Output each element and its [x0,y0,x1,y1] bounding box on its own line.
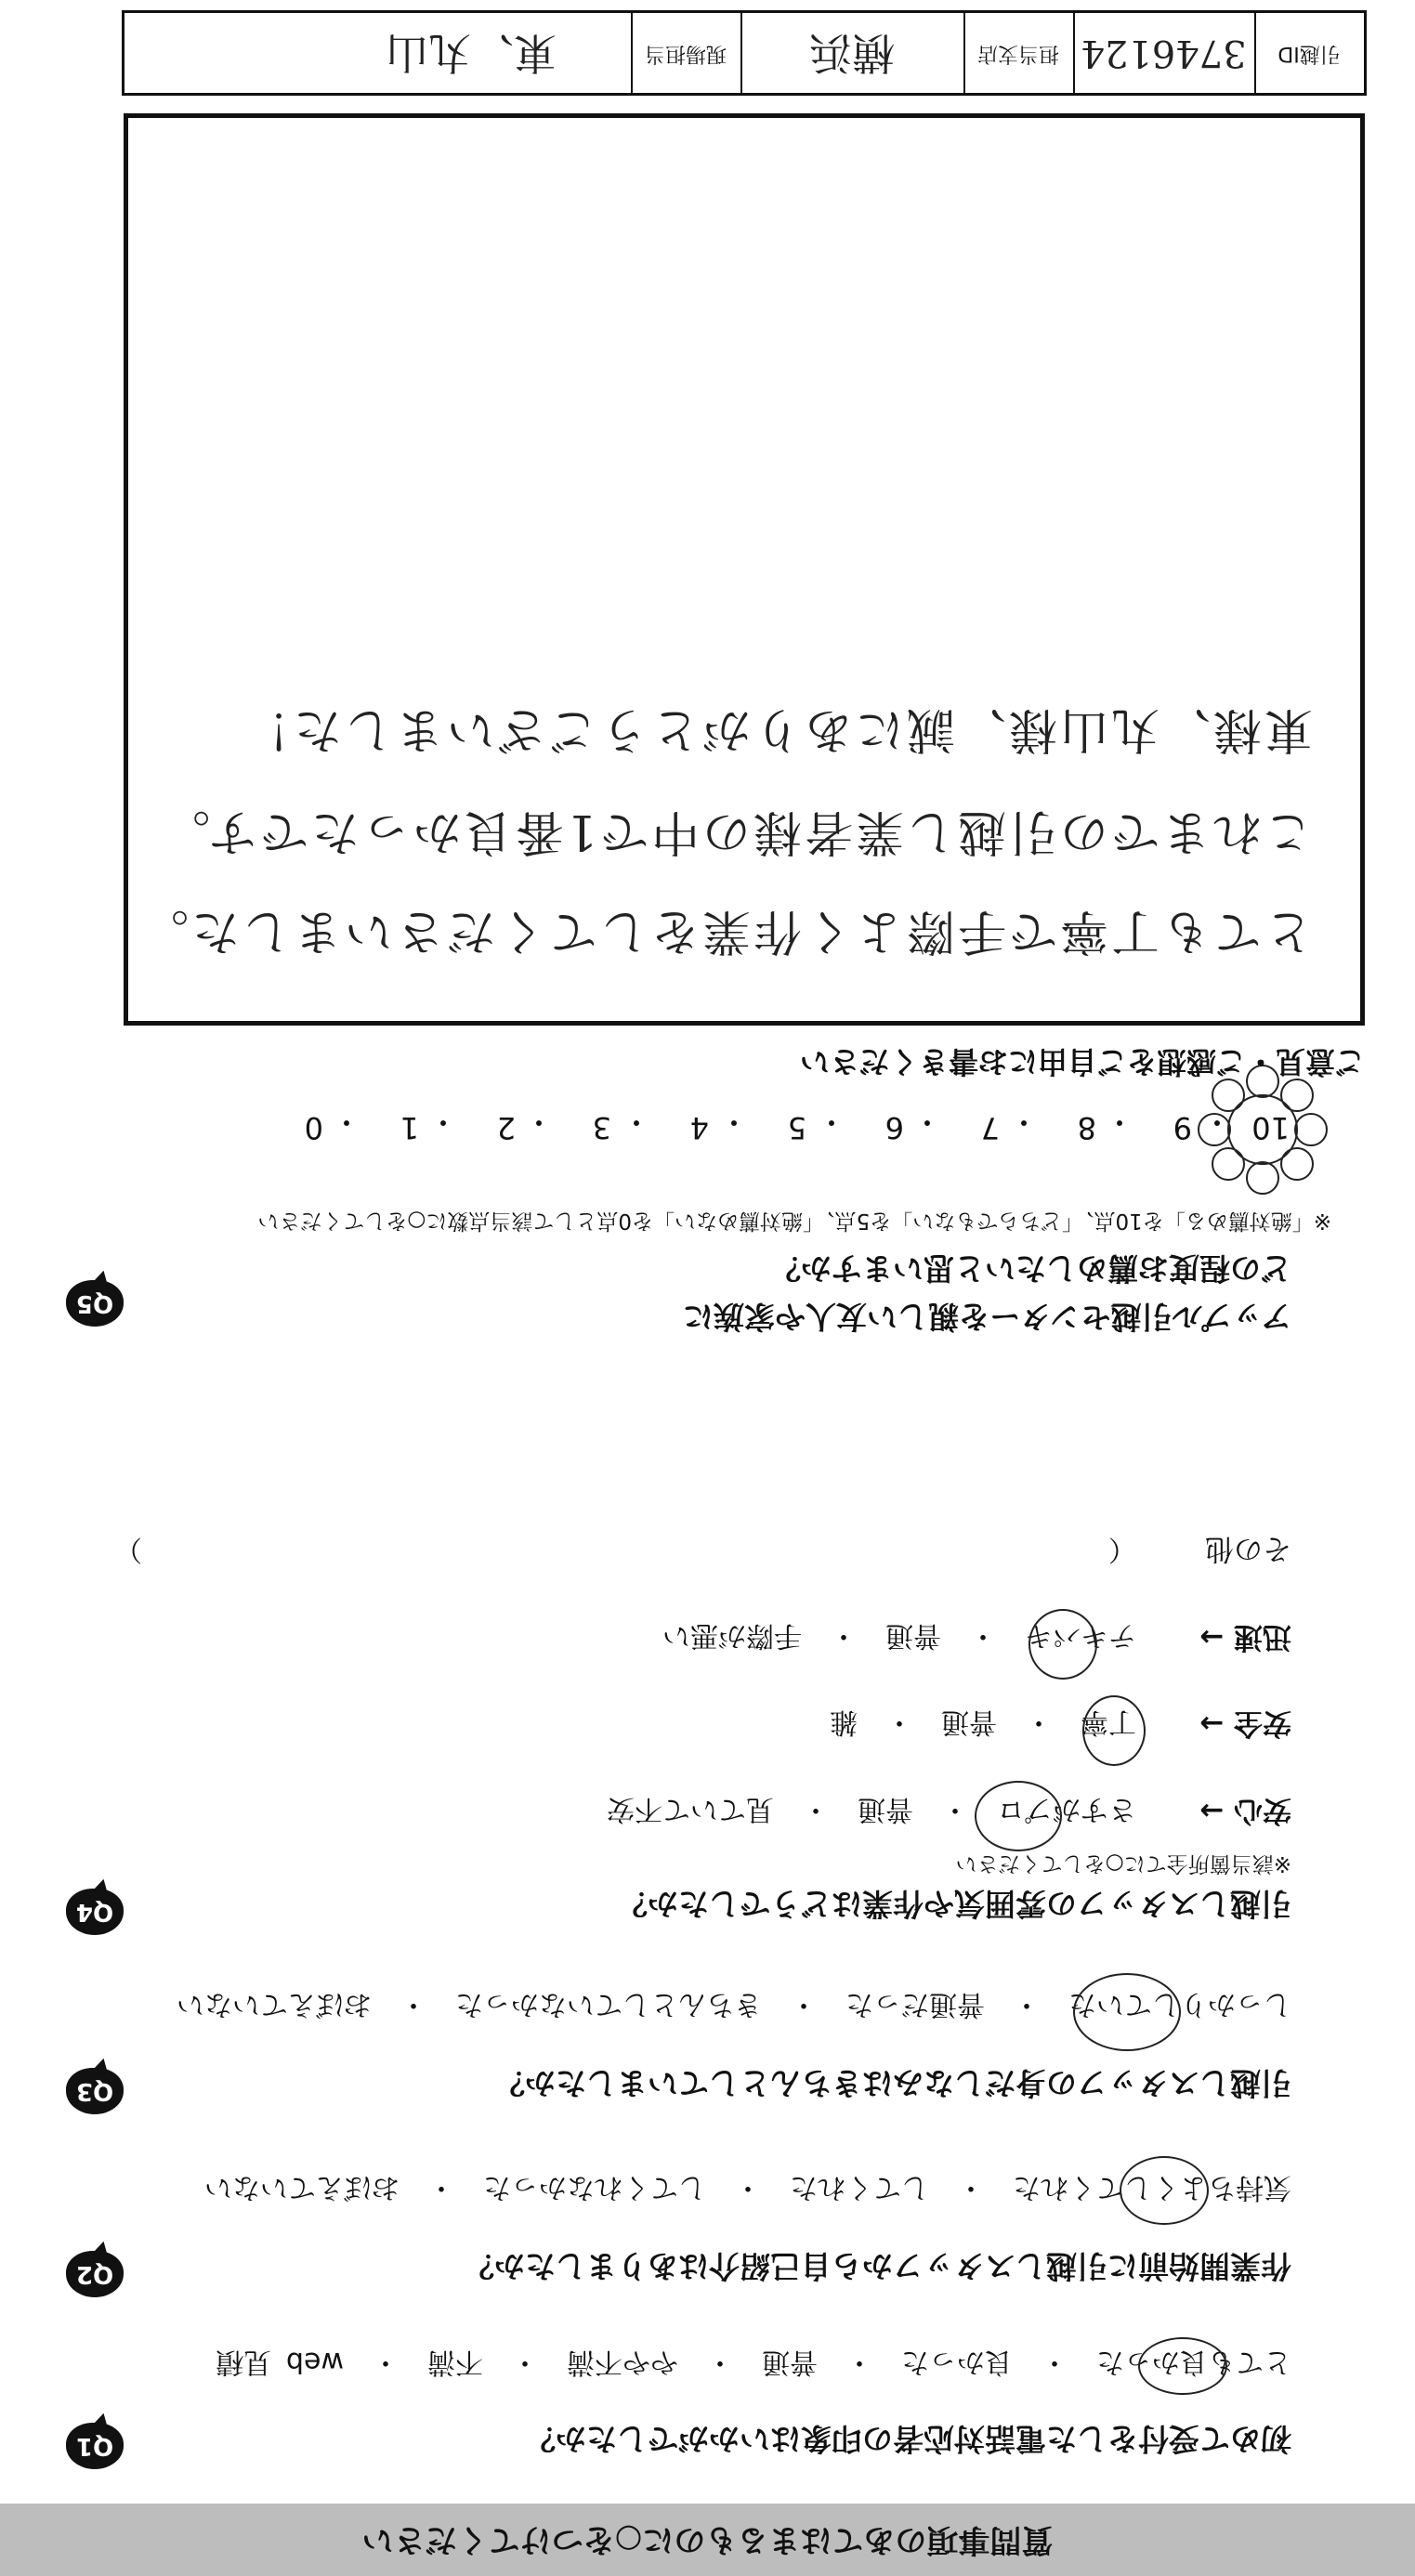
q5-scale-value: 5 [787,1110,806,1145]
footer-branch-value: 横浜 [809,28,895,78]
q5-text-line2: どの程度お薦めしたいと思いますか？ [770,1250,1291,1287]
q5-scale-separator: ・ [911,1105,942,1140]
q5-scale-separator: ・ [621,1105,651,1140]
q1-answer-circle [1138,2337,1227,2395]
q5-scale-separator: ・ [718,1105,749,1140]
q5-scale-value: 0 [304,1110,323,1145]
q5-badge: Q5 [66,1280,124,1327]
q2-answer-circle [1120,2156,1209,2225]
q5-scale-value: 7 [980,1110,1000,1145]
q5-scale-value: 4 [689,1110,709,1145]
q5-scale-separator: ・ [1008,1105,1039,1140]
q4-note: ※該当箇所全てに○をしてください [955,1851,1291,1876]
footer-branch-label: 担当支店 [977,42,1060,65]
q5-scale-separator: ・ [331,1105,361,1140]
q1-badge: Q1 [66,2423,124,2469]
q5-scale-value: 1 [400,1110,419,1145]
q5-scale-value: 8 [1077,1110,1096,1145]
q4-anshin-circle [975,1781,1062,1851]
footer-id-value: 3746124 [1081,32,1247,74]
q5-scale-separator: ・ [523,1105,554,1140]
comment-line-1: とても丁寧で手際よく作業をしてくださいました。 [137,903,1313,959]
footer-team-value: 東、丸山 [386,28,557,78]
q4-row-jinsoku-options: テキパキ ・ 普通 ・ 手際が悪い [662,1619,1136,1652]
q4-jinsoku-circle [1028,1609,1097,1680]
q5-scale-value: 6 [884,1110,904,1145]
q5-scale-value: 10 [1251,1110,1290,1145]
q4-row-jinsoku-label: 迅速 → [1199,1620,1291,1654]
q4-row-anzen-options: 丁寧 ・ 普通 ・ 雑 [830,1706,1136,1738]
q5-scale-separator: ・ [427,1105,458,1140]
q4-anzen-circle [1082,1695,1146,1766]
q3-text: 引越しスタッフの身だしなみはきちんとしていましたか？ [494,2065,1291,2101]
q5-scale-separator: ・ [816,1105,846,1140]
q2-text: 作業開始前に引越しスタッフから自己紹介はありましたか？ [464,2248,1291,2284]
q5-scale-separator: ・ [1104,1105,1134,1140]
footer-table [122,10,1367,96]
q4-other-label: その他 [1205,1532,1291,1565]
comments-box [124,113,1365,1026]
comment-line-3: 東様、丸山様、誠にありがとうございました！ [239,701,1313,757]
q5-text-line1: アップル引越センターを親しい友人や家族に [682,1299,1291,1335]
q3-options: しっかりしていた ・ 普通だった ・ きちんとしていなかった ・ おぼえていない [177,1988,1291,2020]
q1-options: とても良かった ・ 良かった ・ 普通 ・ やや不満 ・ 不満 ・ web 見積 [216,2346,1291,2378]
q4-other-close-paren: ） [114,1533,142,1565]
q5-scale-separator: ・ [1201,1105,1232,1140]
q1-text: 初めて受付をした電話対応者の印象はいかがでしたか？ [525,2421,1291,2457]
q3-badge: Q3 [66,2068,124,2114]
q2-options: 気持ちよくしてくれた ・ してくれた ・ してくれなかった ・ おぼえていない [204,2171,1291,2203]
q2-badge: Q2 [66,2251,124,2297]
q4-row-anshin-label: 安心 → [1199,1794,1291,1827]
comment-line-2: これまでの引越し業者様の中で1番良かったです。 [159,804,1313,859]
q4-row-anshin-options: さすがプロ ・ 普通 ・ 見ていて不安 [607,1793,1136,1825]
q3-answer-circle [1073,1973,1181,2051]
q5-note: ※「絶対薦める」を10点、「どちらでもない」を5点、「絶対薦めない」を0点として該当点数に○をしてください [257,1209,1331,1233]
q5-scale-value: 2 [496,1110,516,1145]
q5-scale-value: 9 [1173,1110,1192,1145]
q4-badge: Q4 [66,1889,124,1935]
footer-id-label: 引越ID [1277,42,1341,65]
q5-scale-value: 3 [592,1110,611,1145]
q4-other-open-paren: （ [1108,1533,1136,1565]
footer-team-label: 現場担当 [645,42,727,65]
q4-text: 引越しスタッフの雰囲気や作業はどうでしたか？ [617,1886,1291,1922]
q4-row-anzen-label: 安全 → [1199,1706,1291,1740]
comments-title: ご意見・ご感想をご自由にお書きください [799,1044,1365,1079]
header-title: 質問事項のあてはまるものに○をつけてください [361,2521,1054,2558]
